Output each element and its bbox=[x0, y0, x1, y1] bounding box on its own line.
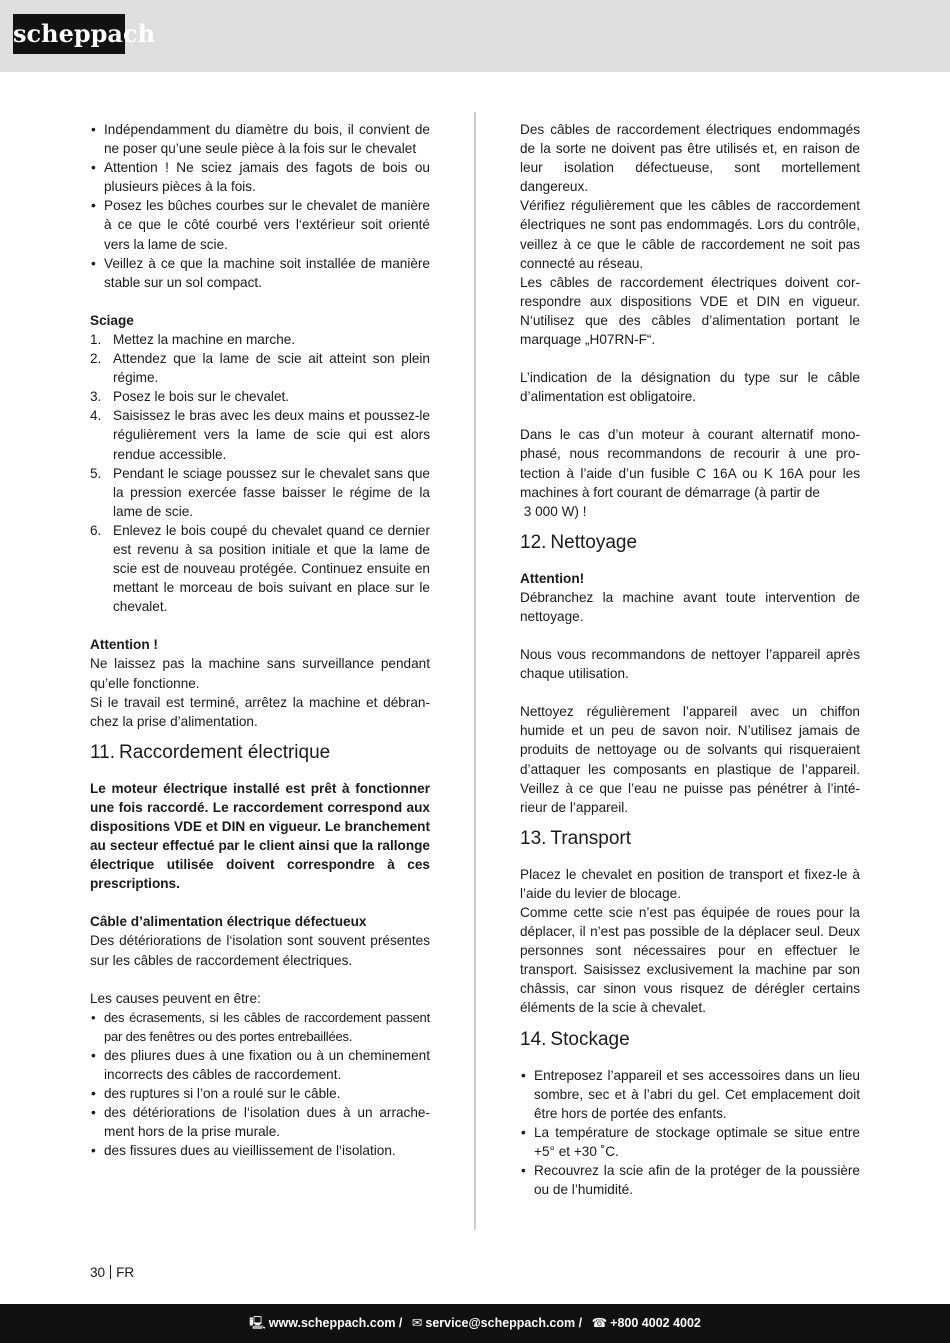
page-language: FR bbox=[116, 1265, 135, 1280]
list-item: • des pliures dues à une fixation ou à un cheminement incorrects des câbles de raccordement. bbox=[90, 1046, 430, 1084]
column-divider bbox=[474, 112, 476, 1230]
scheppach-logo: scheppach bbox=[13, 14, 125, 54]
paragraph: 3 000 W) ! bbox=[520, 503, 587, 519]
intro-bullet-list bbox=[90, 120, 430, 292]
list-item: • Veillez à ce que la machine soit installée de manière stable sur un sol compact. bbox=[90, 254, 430, 292]
paragraph: Les câbles de raccordement électriques doivent correspondre aux dispositions VDE et DIN en vigueur. N‘utilisez que des câbles d’alimentation portant le marquage „H07RN-F“. bbox=[520, 274, 860, 348]
attention-text: Si le travail est terminé, arrêtez la machine et débranchez la prise d’alimentation. bbox=[90, 694, 430, 729]
paragraph: Nettoyez régulièrement l’appareil avec un chiffon humide et un peu de savon noir. N’utilisez jamais de produits de nettoyage ou de solvants qui risqueraient d’attaquer les composants en plastique de l’appareil. Veillez à ce que l’eau ne puisse pas pénétrer à l’intérieur de l’appareil. bbox=[520, 704, 860, 815]
cable-text: Des détériorations de l‘isolation sont souvent présentes sur les câbles de raccordement électriques. bbox=[90, 933, 430, 968]
list-item: 6. Enlevez le bois coupé du chevalet quand ce dernier est revenu à sa position initiale et que la lame de scie est de nouveau protégée. Continuez ensuite en mettant le morceau de bois suivant en place sur le chevalet. bbox=[90, 522, 430, 615]
left-column bbox=[90, 120, 430, 1161]
paragraph: Vérifiez régulièrement que les câbles de raccordement électriques ne sont pas endommagés. Lors du contrôle, veillez à ce que le câble de raccordement ne soit pas connecté au réseau. bbox=[520, 198, 860, 271]
phone-link[interactable]: +800 4002 4002 bbox=[610, 1316, 701, 1330]
list-item: 2. Attendez que la lame de scie ait atteint son plein régime. bbox=[90, 351, 430, 386]
list-item: 5. Pendant le sciage poussez sur le chevalet sans que la pression exercée fasse baisser le régime de la lame de scie. bbox=[90, 465, 430, 519]
stockage-list bbox=[520, 1066, 860, 1200]
sciage-steps bbox=[90, 330, 430, 616]
attention-text: Ne laissez pas la machine sans surveillance pendant qu’elle fonctionne. bbox=[90, 656, 430, 691]
list-item: 3. Posez le bois sur le chevalet. bbox=[90, 389, 290, 405]
list-item: • des détériorations de l‘isolation dues à un arrachement hors de la prise murale. bbox=[90, 1103, 430, 1141]
website-link[interactable]: www.scheppach.com / bbox=[268, 1316, 403, 1330]
list-item: 1. Mettez la machine en marche. bbox=[90, 331, 296, 347]
paragraph: Placez le chevalet en position de transport et fixez-le à l’aide du levier de blocage. bbox=[520, 866, 860, 901]
page-header bbox=[0, 0, 950, 72]
computer-icon: 🖳 bbox=[249, 1316, 266, 1330]
list-item: • des écrasements, si les câbles de raccordement passent par des fenêtres ou des portes entrebaillées. bbox=[90, 1008, 430, 1046]
list-item: • des fissures dues au vieillissement de l‘isolation. bbox=[90, 1141, 430, 1160]
list-item: 4. Saisissez le bras avec les deux mains et poussez-le régulièrement vers la lame de scie qui est alors rendue accessible. bbox=[90, 408, 430, 462]
list-item: • Indépendamment du diamètre du bois, il convient de ne poser qu’une seule pièce à la fois sur le chevalet bbox=[90, 120, 430, 158]
paragraph: Débranchez la machine avant toute intervention de nettoyage. bbox=[520, 589, 860, 624]
mail-icon: ✉ bbox=[411, 1316, 423, 1330]
sciage-heading: Sciage bbox=[90, 312, 134, 328]
cable-heading: Câble d’alimentation électrique défectueux bbox=[90, 914, 367, 930]
section-11-heading: 11. Raccordement électrique bbox=[90, 741, 331, 763]
section-13-heading: 13. Transport bbox=[520, 827, 632, 849]
section-11-intro: Le moteur électrique installé est prêt à fonctionner une fois raccordé. Le raccordement correspond aux dispositions VDE et DIN en vigueur. Le branchement au secteur effectué par le client ainsi que la rallonge électrique utilisée doivent correspondre à ces prescriptions. bbox=[90, 780, 430, 892]
page-number-value: 30 bbox=[90, 1265, 106, 1280]
page-number bbox=[90, 1265, 134, 1280]
phone-icon: ☎ bbox=[591, 1316, 608, 1330]
paragraph: Dans le cas d’un moteur à courant alternatif monophasé, nous recommandons de recourir à une protection à l’aide d’un fusible C 16A ou K 16A pour les machines à fort courant de démarrage (à partir de bbox=[520, 427, 860, 500]
list-item: • La température de stockage optimale se situe entre +5° et +30 ˚C. bbox=[520, 1123, 860, 1161]
causes-intro: Les causes peuvent en être: bbox=[90, 990, 261, 1006]
list-item: • des ruptures si l’on a roulé sur le câble. bbox=[90, 1084, 430, 1103]
paragraph: Comme cette scie n’est pas équipée de roues pour la déplacer, il n’est pas possible de la déplacer seul. Deux personnes sont nécessaires pour en effectuer le transport. Saisissez exclusivement la machine par son châssis, car sinon vous risquez de dérégler certains éléments de la scie à chevalet. bbox=[520, 905, 860, 1016]
causes-list bbox=[90, 1008, 430, 1161]
right-column bbox=[520, 120, 860, 1199]
nettoyage-attention: Attention! bbox=[520, 570, 585, 586]
paragraph: Des câbles de raccordement électriques endommagés de la sorte ne doivent pas être utilisés et, en raison de leur isolation défectueuse, sont mortellement dangereux. bbox=[520, 122, 860, 195]
section-14-heading: 14. Stockage bbox=[520, 1028, 630, 1050]
list-item: • Entreposez l’appareil et ses accessoires dans un lieu sombre, sec et à l’abri du gel. Cet emplacement doit être hors de portée des enfants. bbox=[520, 1066, 860, 1123]
paragraph: Nous vous recommandons de nettoyer l’appareil après chaque utilisation. bbox=[520, 647, 860, 682]
list-item: • Posez les bûches courbes sur le chevalet de manière à ce que le côté courbé vers l‘extérieur soit orienté vers la lame de scie. bbox=[90, 196, 430, 253]
email-link[interactable]: service@scheppach.com / bbox=[425, 1316, 583, 1330]
list-item: • Attention ! Ne sciez jamais des fagots de bois ou plusieurs pièces à la fois. bbox=[90, 158, 430, 196]
attention-heading: Attention ! bbox=[90, 637, 158, 653]
page-footer bbox=[0, 1304, 950, 1343]
section-12-heading: 12. Nettoyage bbox=[520, 531, 638, 553]
list-item: • Recouvrez la scie afin de la protéger de la poussière ou de l’humidité. bbox=[520, 1161, 860, 1199]
paragraph: L’indication de la désignation du type sur le câble d’alimentation est obligatoire. bbox=[520, 370, 860, 405]
